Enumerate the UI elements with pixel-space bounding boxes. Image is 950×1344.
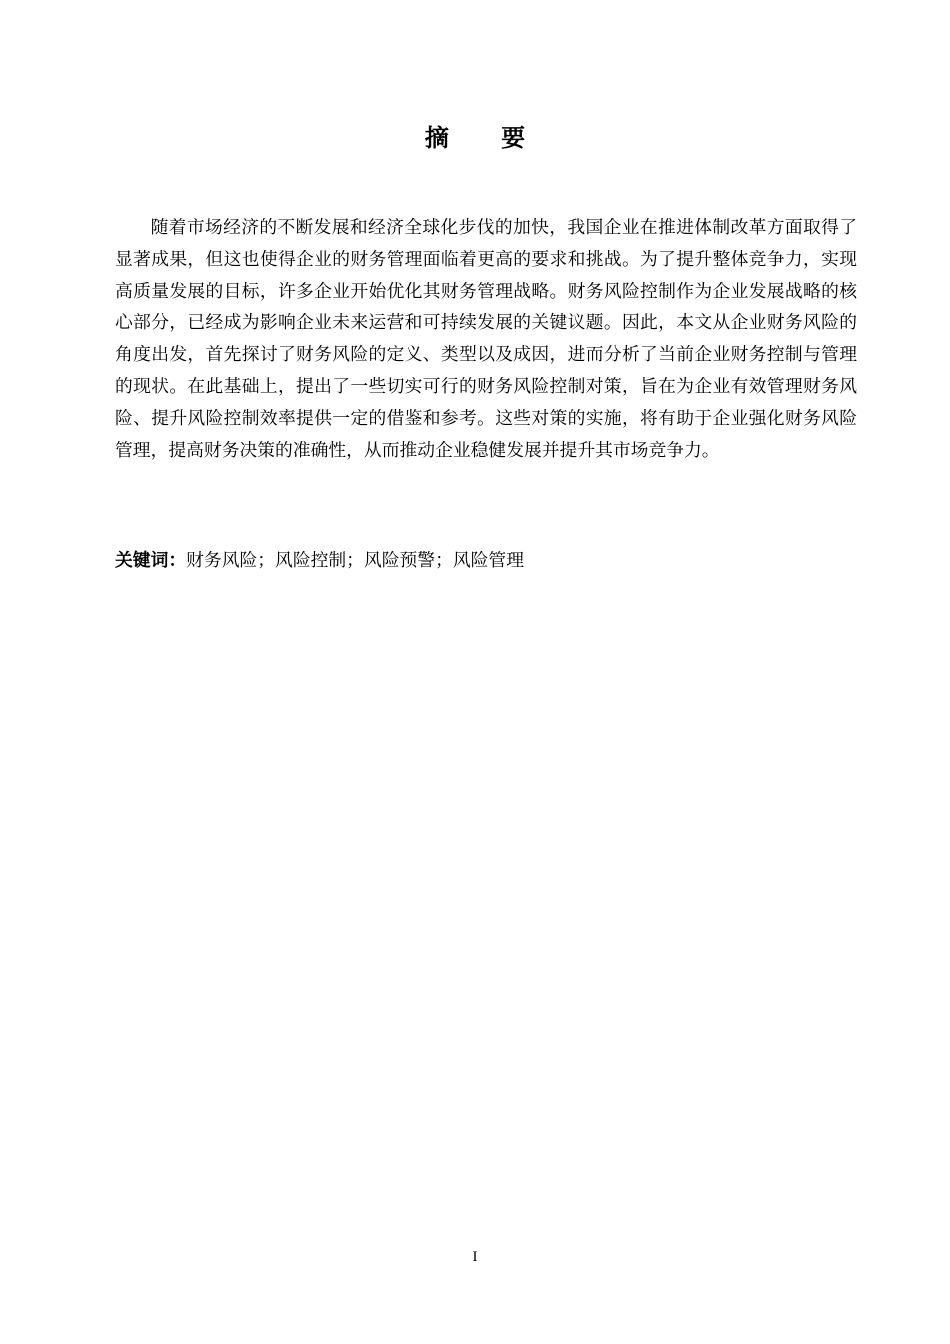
keywords-text: 财务风险；风险控制；风险预警；风险管理 xyxy=(186,550,524,571)
keywords-line xyxy=(115,545,857,577)
page-title: 摘 要 xyxy=(424,124,548,152)
abstract-paragraph: 随着市场经济的不断发展和经济全球化步伐的加快，我国企业在推进体制改革方面取得了显著成果，但这也使得企业的财务管理面临着更高的要求和挑战。为了提升整体竞争力，实现高质量发展的目标，许多企业开始优化其财务管理战略。财务风险控制作为企业发展战略的核心部分，已经成为影响企业未来运营和可持续发展的关键议题。因此，本文从企业财务风险的角度出发，首先探讨了财务风险的定义、类型以及成因，进而分析了当前企业财务控制与管理的现状。在此基础上，提出了一些切实可行的财务风险控制对策，旨在为企业有效管理财务风险、提升风险控制效率提供一定的借鉴和参考。这些对策的实施，将有助于企业强化财务风险管理，提高财务决策的准确性，从而推动企业稳健发展并提升其市场竞争力。 xyxy=(115,217,857,461)
keywords-label: 关键词： xyxy=(115,550,187,571)
page-number: I xyxy=(472,1249,478,1265)
